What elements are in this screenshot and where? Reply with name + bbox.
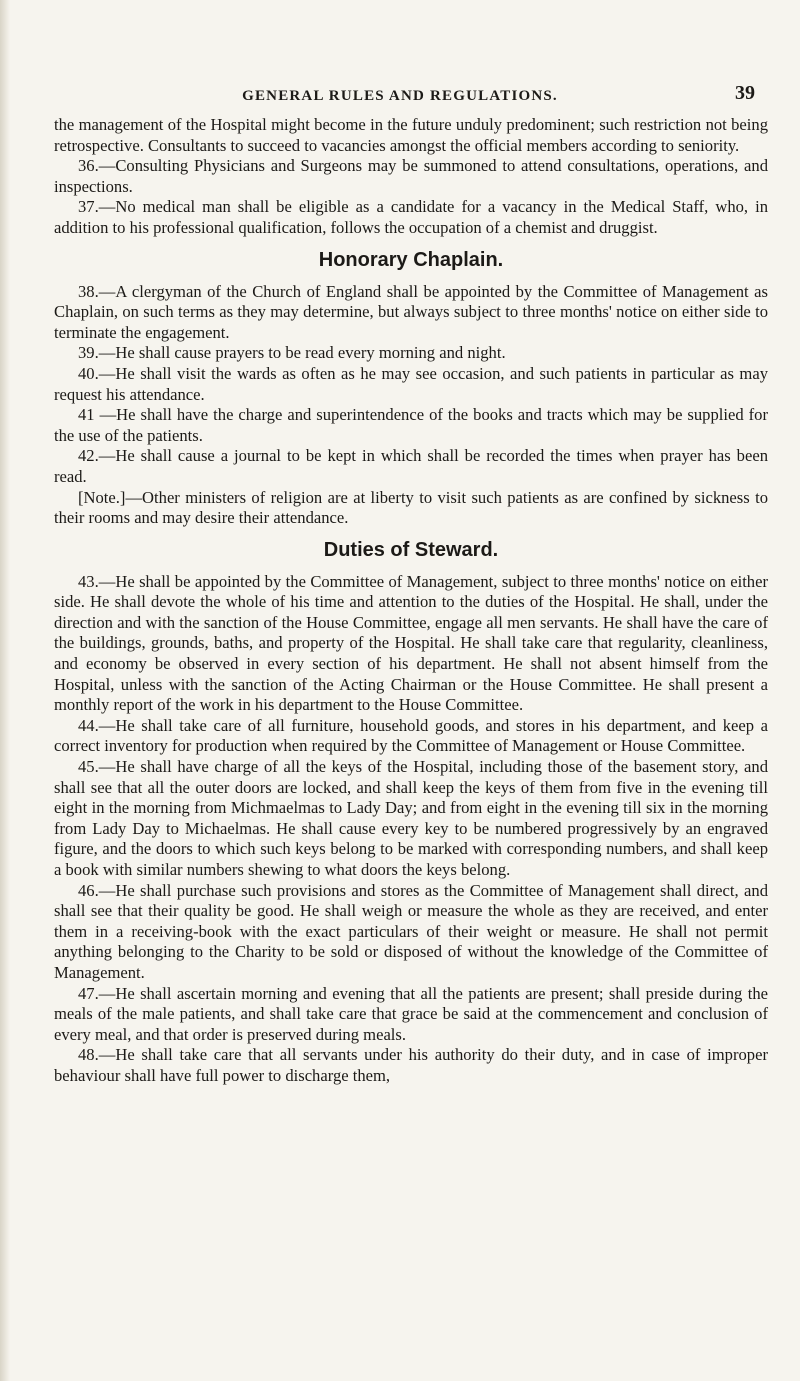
rule-41: 41 —He shall have the charge and superintendence of the books and tracts which may be supplied for the use of the patients.	[54, 405, 768, 445]
page-number: 39	[735, 82, 755, 104]
rule-44: 44.—He shall take care of all furniture, household goods, and stores in his department, and keep a correct inventory for production when required by the Committee of Management or House Committee.	[54, 715, 768, 756]
rule-46: 46.—He shall purchase such provisions and stores as the Committee of Management shall direct, and shall see that their quality be good. He shall weigh or measure the whole as they are received, and enter them in a receiving-book with the exact particulars of their weight or measure. He shall not permit anything belonging to the Charity to be sold or disposed of without the knowledge of the Committee of Management.	[54, 880, 768, 982]
note-paragraph: [Note.]—Other ministers of religion are at liberty to visit such patients as are confined by sickness to their rooms and may desire their attendance.	[54, 487, 768, 528]
rule-47: 47.—He shall ascertain morning and evening that all the patients are present; shall preside during the meals of the male patients, and shall take care that grace be said at the commencement and conclusion of every meal, and that order is preserved during meals.	[54, 983, 768, 1044]
section-heading-steward: Duties of Steward.	[323, 538, 499, 561]
rule-37: 37.—No medical man shall be eligible as a candidate for a vacancy in the Medical Staff, who, in addition to his professional qualification, follows the occupation of a chemist and druggist.	[54, 197, 768, 237]
section-heading-chaplain: Honorary Chaplain.	[318, 248, 504, 271]
continuation-paragraph: the management of the Hospital might become in the future unduly predominent; such restriction not being retrospective. Consultants to succeed to vacancies amongst the official members according to seniority.	[54, 115, 768, 155]
rule-43: 43.—He shall be appointed by the Committee of Management, subject to three months' notice on either side. He shall devote the whole of his time and attention to the duties of the Hospital. He shall, under the direction and with the sanction of the House Committee, engage all men servants. He shall have the care of the buildings, grounds, baths, and property of the Hospital. He shall take care that regularity, cleanliness, and economy be observed in every section of his department. He shall not absent himself from the Hospital, unless with the sanction of the Acting Chairman or the House Committee. He shall present a monthly report of the work in his department to the House Committee.	[54, 571, 768, 715]
running-head: GENERAL RULES AND REGULATIONS.	[242, 88, 558, 104]
rule-39: 39.—He shall cause prayers to be read every morning and night.	[78, 343, 506, 363]
rule-36: 36.—Consulting Physicians and Surgeons may be summoned to attend consultations, operations, and inspections.	[54, 156, 768, 196]
rule-38: 38.—A clergyman of the Church of England shall be appointed by the Committee of Management as Chaplain, on such terms as they may determine, but always subject to three months' notice on either side to terminate the engagement.	[54, 281, 768, 342]
rule-40: 40.—He shall visit the wards as often as he may see occasion, and such patients in particular as may request his attendance.	[54, 363, 768, 404]
page-body	[54, 115, 768, 1087]
rule-48: 48.—He shall take care that all servants under his authority do their duty, and in case of improper behaviour shall have full power to discharge them,	[54, 1045, 768, 1085]
page-edge-shadow	[0, 0, 10, 1381]
rule-42: 42.—He shall cause a journal to be kept in which shall be recorded the times when prayer has been read.	[54, 446, 768, 486]
rule-45: 45.—He shall have charge of all the keys of the Hospital, including those of the basement story, and shall see that all the outer doors are locked, and shall keep the keys of them from five in the evening till eight in the morning from Michmaelmas to Lady Day; and from eight in the evening till six in the morning from Lady Day to Michaelmas. He shall cause every key to be numbered progressively by an engraved figure, and the doors to which such keys belong to be marked with corresponding numbers, and shall keep a book with similar numbers shewing to what doors the keys belong.	[54, 757, 768, 879]
